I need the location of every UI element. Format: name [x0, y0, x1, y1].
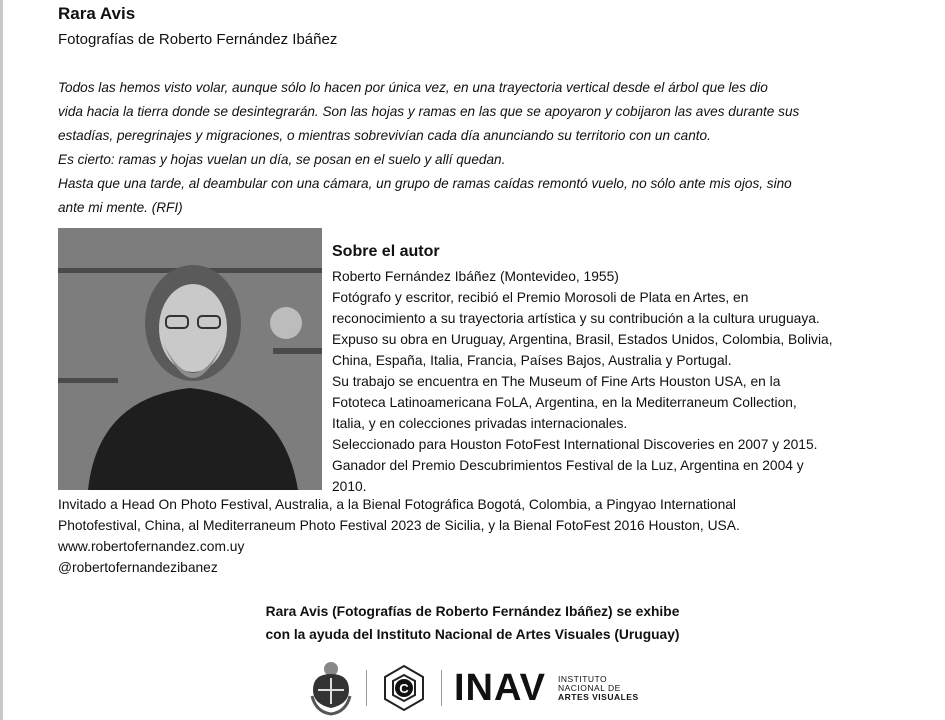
inav-sub-line: NACIONAL DE	[557, 682, 621, 693]
document-subtitle: Fotografías de Roberto Fernández Ibáñez	[58, 31, 338, 48]
intro-line: Hasta que una tarde, al deambular con una cámara, un grupo de ramas caídas remontó vuelo, no sólo ante mis ojos, sino	[58, 176, 792, 191]
bio-line: Fototeca Latinoamericana FoLA, Argentina, en la Mediterraneum Collection,	[332, 395, 797, 410]
document-title: Rara Avis	[58, 4, 136, 23]
intro-line: estadías, peregrinajes y migraciones, o mientras sobrevivían cada día anunciando su territorio con un canto.	[58, 128, 711, 143]
bio-line: Photofestival, China, al Mediterraneum Photo Festival 2023 de Sicilia, y la Bienal FotoFest 2016 Houston, USA.	[58, 518, 740, 533]
intro-line: vida hacia la tierra donde se desintegrarán. Son las hojas y ramas en las que se apoyaron y cobijaron las aves durante sus	[58, 104, 800, 119]
bio-line: Expuso su obra en Uruguay, Argentina, Brasil, Estados Unidos, Colombia, Bolivia,	[332, 332, 833, 347]
intro-line: Todos las hemos visto volar, aunque sólo lo hacen por única vez, en una trayectoria vertical desde el árbol que les dio	[58, 80, 768, 95]
credit-text	[0, 600, 945, 646]
sponsor-logos	[308, 660, 639, 716]
logo-divider	[366, 670, 367, 706]
bio-line: Ganador del Premio Descubrimientos Festival de la Luz, Argentina en 2004 y	[332, 458, 804, 473]
author-photo	[58, 228, 322, 490]
website-link[interactable]: www.robertofernandez.com.uy	[58, 539, 245, 554]
bio-line: reconocimiento a su trayectoria artística y su contribución a la cultura uruguaya.	[332, 311, 820, 326]
inav-logo: INAV	[454, 666, 546, 709]
credit-line: Rara Avis (Fotografías de Roberto Fernández Ibáñez) se exhibe	[265, 604, 680, 619]
bio-line: Seleccionado para Houston FotoFest International Discoveries en 2007 y 2015.	[332, 437, 818, 452]
bio-line: Fotógrafo y escritor, recibió el Premio Morosoli de Plata en Artes, en	[332, 290, 749, 305]
bio-line: Invitado a Head On Photo Festival, Australia, a la Bienal Fotográfica Bogotá, Colombia, a Pingyao International	[58, 497, 736, 512]
intro-paragraph	[58, 76, 799, 220]
bio-line: Roberto Fernández Ibáñez (Montevideo, 1955)	[332, 269, 619, 284]
credit-line: con la ayuda del Instituto Nacional de Artes Visuales (Uruguay)	[265, 627, 680, 642]
hexagon-c-logo-icon	[379, 663, 429, 713]
intro-line: ante mi mente. (RFI)	[58, 200, 183, 215]
uruguay-coat-of-arms-icon	[308, 660, 354, 716]
inav-sub-line: INSTITUTO	[557, 673, 608, 684]
bio-continued	[58, 494, 740, 578]
social-handle[interactable]: @robertofernandezibanez	[58, 560, 218, 575]
bio-heading: Sobre el autor	[332, 243, 440, 260]
bio-line: Italia, y en colecciones privadas internacionales.	[332, 416, 628, 431]
inav-logo-subtitle	[558, 675, 639, 702]
inav-sub-line: ARTES VISUALES	[557, 691, 639, 702]
intro-line: Es cierto: ramas y hojas vuelan un día, se posan en el suelo y allí quedan.	[58, 152, 506, 167]
bio-line: China, España, Italia, Francia, Países Bajos, Australia y Portugal.	[332, 353, 732, 368]
bio-text	[332, 266, 833, 497]
bio-line: 2010.	[332, 479, 367, 494]
bio-line: Su trabajo se encuentra en The Museum of Fine Arts Houston USA, en la	[332, 374, 781, 389]
logo-divider	[441, 670, 442, 706]
c-mark: C	[399, 681, 409, 696]
